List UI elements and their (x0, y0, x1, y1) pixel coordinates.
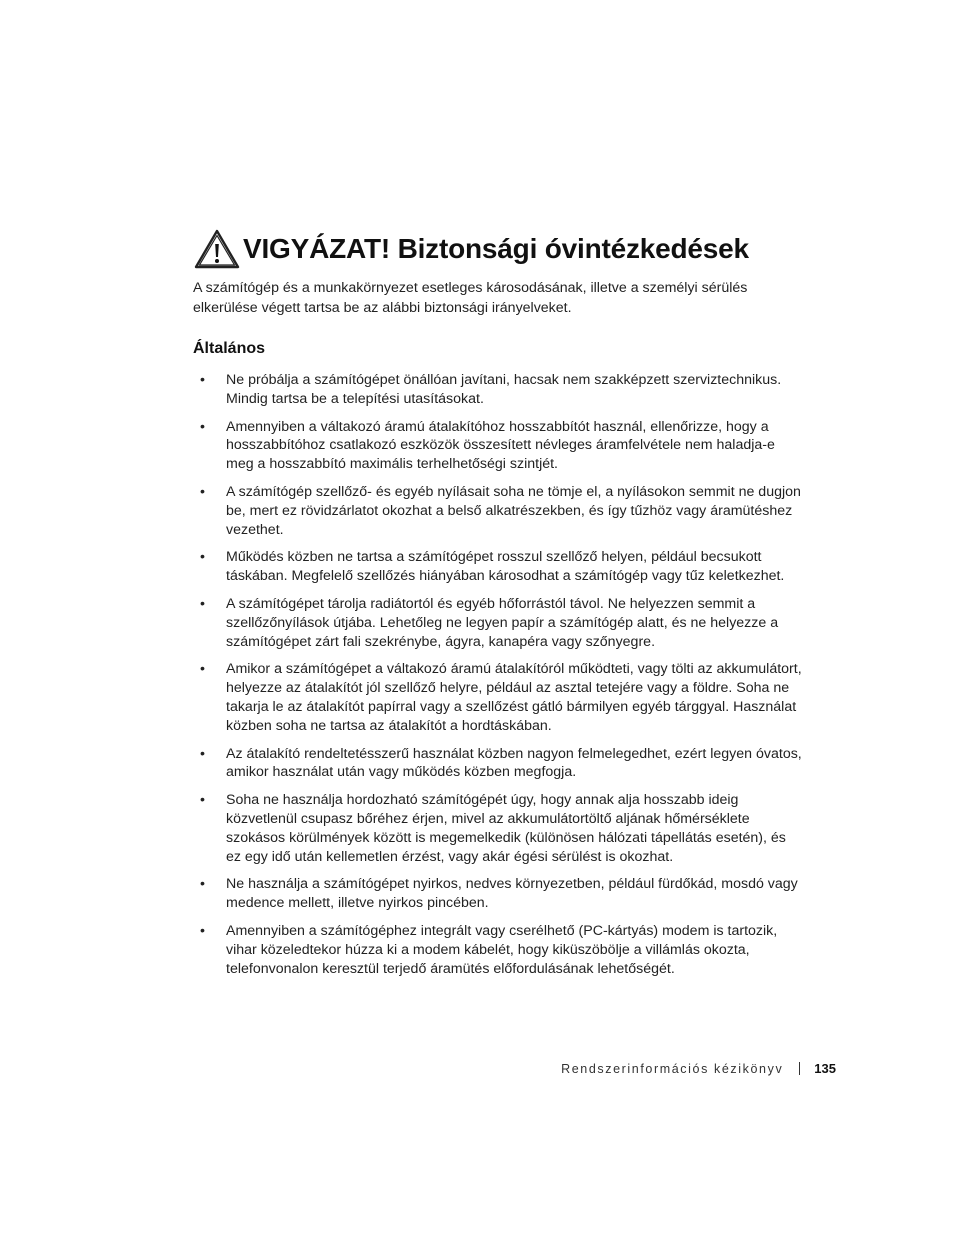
list-item (193, 791, 803, 866)
bullet-icon: • (200, 792, 205, 809)
list-item (193, 548, 803, 586)
list-item (193, 595, 803, 651)
bullet-icon: • (200, 372, 205, 388)
page-heading (193, 228, 749, 270)
list-item (193, 371, 803, 409)
bullet-icon: • (200, 745, 205, 762)
bullet-icon: • (200, 483, 205, 500)
list-item-text: A számítógépet tárolja radiátortól és egyéb hőforrástól távol. Ne helyezzen semmit a szellőzőnyílások útjába. Lehetőleg ne legyen papír a számítógép alatt, és ne helyezze a számítógépet zárt fali szekrénybe, ágyra, kanapéra vagy szőnyegre. (226, 595, 779, 650)
footer-divider (799, 1062, 800, 1075)
bullet-icon: • (200, 418, 205, 435)
list-item-text: Ne használja a számítógépet nyirkos, nedves környezetben, például fürdőkád, mosdó vagy medence mellett, illetve nyirkos pincében. (226, 876, 798, 912)
list-item (193, 660, 803, 735)
bullet-icon: • (200, 549, 205, 566)
bullet-icon: • (200, 876, 205, 893)
list-item-text: Amennyiben a váltakozó áramú átalakítóhoz hosszabbítót használ, ellenőrizze, hogy a hosszabbítóhoz csatlakozó eszközök összesített névleges áramfelvétele nem haladja-e meg a hosszabbító maximális terhelhetőségi szintjét. (226, 418, 775, 473)
section-title: Általános (193, 340, 266, 357)
bullet-icon: • (200, 661, 205, 678)
bullet-icon: • (200, 922, 205, 939)
list-item (193, 418, 803, 474)
page-number: 135 (814, 1061, 836, 1076)
list-item-text: Amikor a számítógépet a váltakozó áramú átalakítóról működteti, vagy tölti az akkumulátort, helyezze az átalakítót jól szellőző helyre, például az asztal tetejére vagy a földre. Soha ne takarja le az átalakítót papírral vagy a szellőzést gátló bármilyen egyéb tárggyal. Használat közben soha ne tartsa az átalakítót a hordtáskában. (226, 661, 802, 734)
page-title: VIGYÁZAT! Biztonsági óvintézkedések (243, 233, 749, 264)
list-item-text: A számítógép szellőző- és egyéb nyílásait soha ne tömje el, a nyílásokon semmit ne dugjon be, mert ez rövidzárlatot okozhat a belső alkatrészekben, és így tűzhöz vagy áramütéshez vezethet. (226, 483, 801, 538)
list-item-text: Soha ne használja hordozható számítógépét úgy, hogy annak alja hosszabb ideig közvetlenül csupasz bőréhez érjen, mivel az akkumulátortöltő aljának hőmérséklete szokásos körülmények között is megemelkedik (különösen hálózati tápellátás esetén), és ez egy idő után kellemetlen érzést, vagy akár égési sérülést is okozhat. (226, 792, 786, 865)
list-item-text: Amennyiben a számítógéphez integrált vagy cserélhető (PC-kártyás) modem is tartozik, vihar közeledtekor húzza ki a modem kábelét, hogy kiküszöbölje a villámlás okozta, telefonvonalon keresztül terjedő áramütés előfordulásának lehetőségét. (226, 922, 778, 977)
footer-title: Rendszerinformációs kézikönyv (561, 1061, 784, 1076)
page-footer (561, 1061, 836, 1076)
list-item-text: Ne próbálja a számítógépet önállóan javítani, hacsak nem szakképzett szerviztechnikus. Mindig tartsa be a telepítési utasításokat. (226, 372, 782, 407)
list-item-text: Működés közben ne tartsa a számítógépet rosszul szellőző helyen, például becsukott táskában. Megfelelő szellőzés hiányában károsodhat a számítógép vagy tűz keletkezhet. (226, 549, 785, 585)
safety-list (193, 371, 803, 978)
list-item-text: Az átalakító rendeltetésszerű használat közben nagyon felmelegedhet, ezért legyen óvatos, amikor használat után vagy működés közben megfogja. (226, 745, 802, 781)
list-item (193, 745, 803, 783)
list-item (193, 875, 803, 913)
list-item (193, 483, 803, 539)
warning-triangle-icon (193, 228, 241, 270)
intro-paragraph: A számítógép és a munkakörnyezet esetleges károsodásának, illetve a személyi sérülés elkerülése végett tartsa be az alábbi biztonsági irányelveket. (193, 280, 748, 316)
bullet-icon: • (200, 595, 205, 612)
list-item (193, 922, 803, 978)
